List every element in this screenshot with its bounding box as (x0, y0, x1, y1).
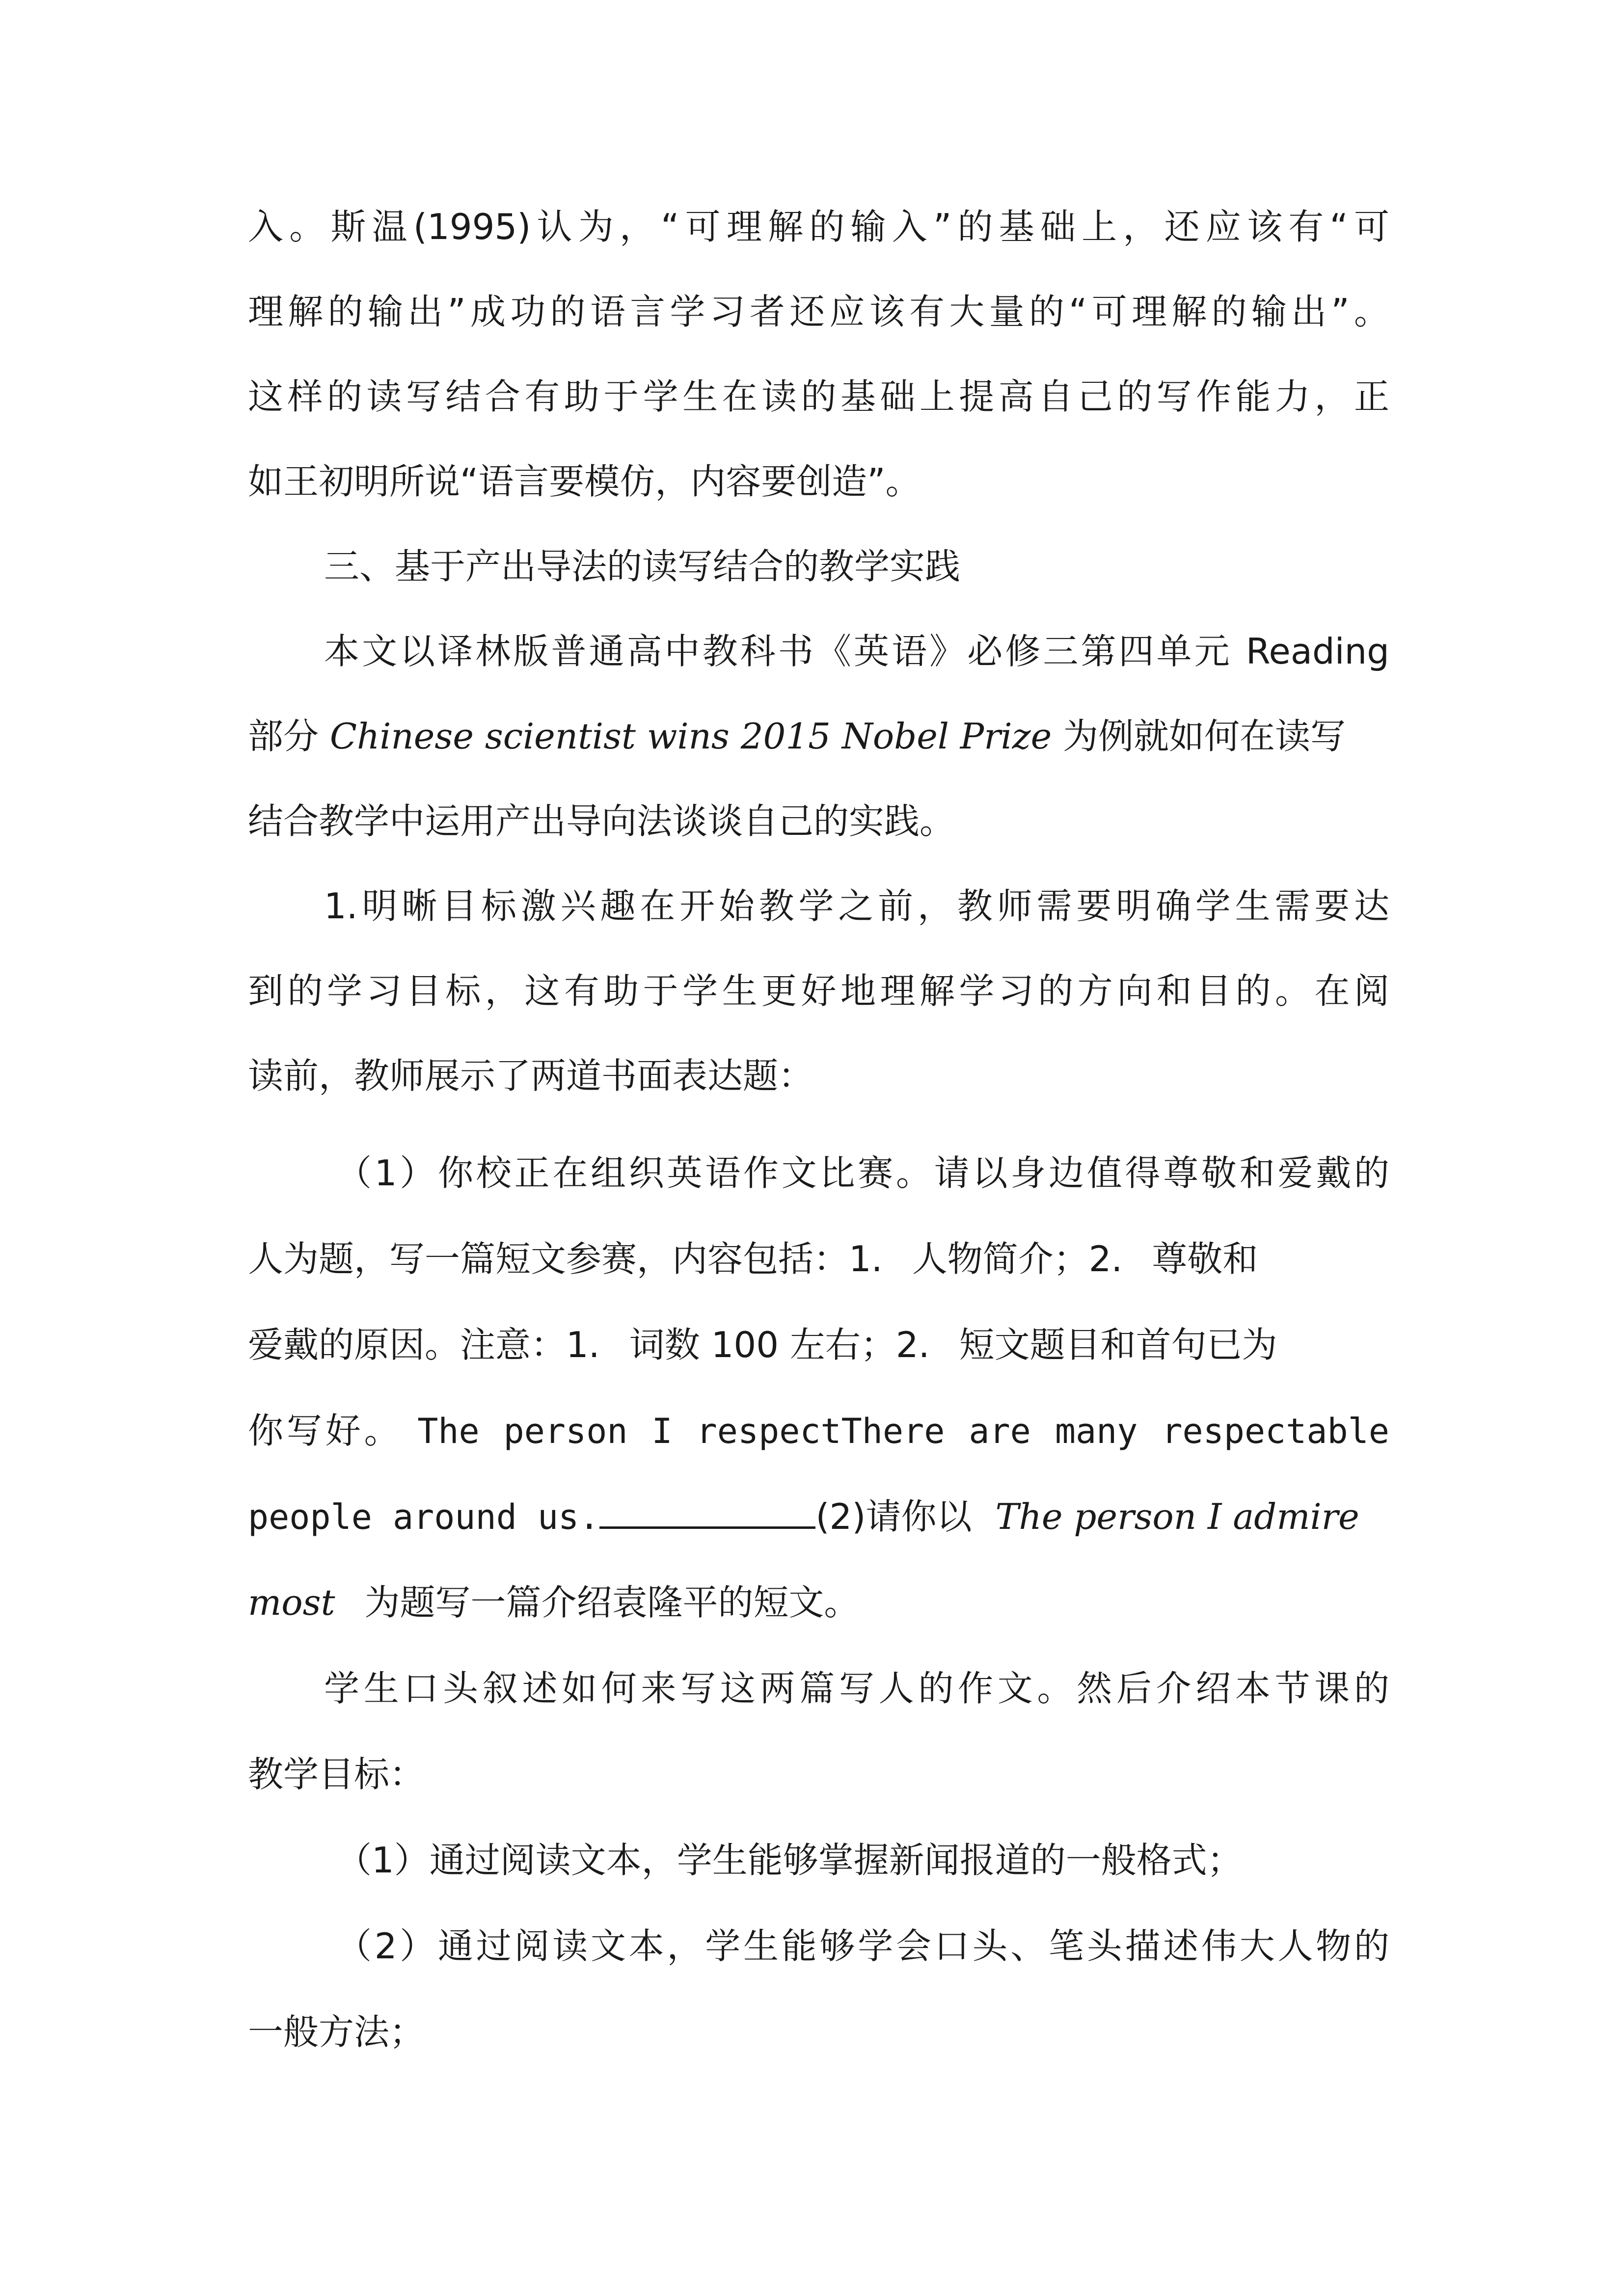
paragraph-line: 教学目标： (248, 1754, 425, 1795)
paragraph-line: 读前，教师展示了两道书面表达题： (248, 1055, 814, 1096)
text-span: 尊敬和 (1152, 1238, 1258, 1280)
task-line (248, 1487, 1389, 1546)
paragraph-line: 本文以译林版普通高中教科书《英语》必修三第四单元 Reading (324, 631, 1389, 672)
paragraph-line: 到的学习目标，这有助于学生更好地理解学习的方向和目的。在阅 (248, 970, 1389, 1012)
paragraph-line: 理解的输出”成功的语言学习者还应该有大量的“可理解的输出”。 (248, 291, 1389, 332)
text-span: 你写好。 (248, 1410, 403, 1451)
article-title: Chinese scientist wins 2015 Nobel Prize (329, 716, 1052, 757)
text-span: 人为题，写一篇短文参赛，内容包括：1. (248, 1238, 883, 1280)
english-prompt: people around us. (248, 1497, 600, 1537)
text-span: (2)请你以 (815, 1496, 972, 1537)
paragraph-line (248, 707, 1389, 766)
goal-line: 一般方法； (248, 2011, 425, 2053)
task-line (248, 1315, 1389, 1374)
task-line (248, 1229, 1389, 1288)
task-line: （1）你校正在组织英语作文比赛。请以身边值得尊敬和爱戴的 (336, 1152, 1389, 1194)
paragraph-line: 入。斯温(1995)认为，“可理解的输入”的基础上，还应该有“可 (248, 206, 1389, 247)
text-span: 人物简介；2. (912, 1238, 1123, 1280)
paragraph-line: 如王初明所说“语言要模仿，内容要创造”。 (248, 461, 921, 502)
essay-title: The person I admire (995, 1496, 1359, 1537)
goal-line: （1）通过阅读文本，学生能够掌握新闻报道的一般格式； (336, 1840, 1243, 1881)
task-line (248, 1401, 1389, 1460)
english-prompt: The person I respectThere are many respectable (417, 1411, 1389, 1451)
answer-blank (599, 1495, 815, 1529)
task-line (248, 1573, 1389, 1632)
paragraph-line: 1.明晰目标激兴趣在开始教学之前，教师需要明确学生需要达 (324, 885, 1389, 927)
section-heading: 三、基于产出导法的读写结合的教学实践 (324, 546, 961, 587)
text-span: 为例就如何在读写 (1063, 716, 1346, 757)
paragraph-line: 这样的读写结合有助于学生在读的基础上提高自己的写作能力，正 (248, 376, 1389, 417)
text-span: 为题写一篇介绍袁隆平的短文。 (364, 1582, 860, 1623)
text-span: 部分 (248, 716, 319, 757)
paragraph-line: 学生口头叙述如何来写这两篇写人的作文。然后介绍本节课的 (324, 1668, 1389, 1709)
essay-title: most (248, 1582, 335, 1623)
text-span: 爱戴的原因。注意：1. (248, 1324, 600, 1365)
text-span: 短文题目和首句已为 (959, 1324, 1277, 1365)
paragraph-line: 结合教学中运用产出导向法谈谈自己的实践。 (248, 801, 955, 842)
goal-line: （2）通过阅读文本，学生能够学会口头、笔头描述伟大人物的 (336, 1925, 1389, 1967)
text-span: 词数 100 左右；2. (629, 1324, 930, 1365)
